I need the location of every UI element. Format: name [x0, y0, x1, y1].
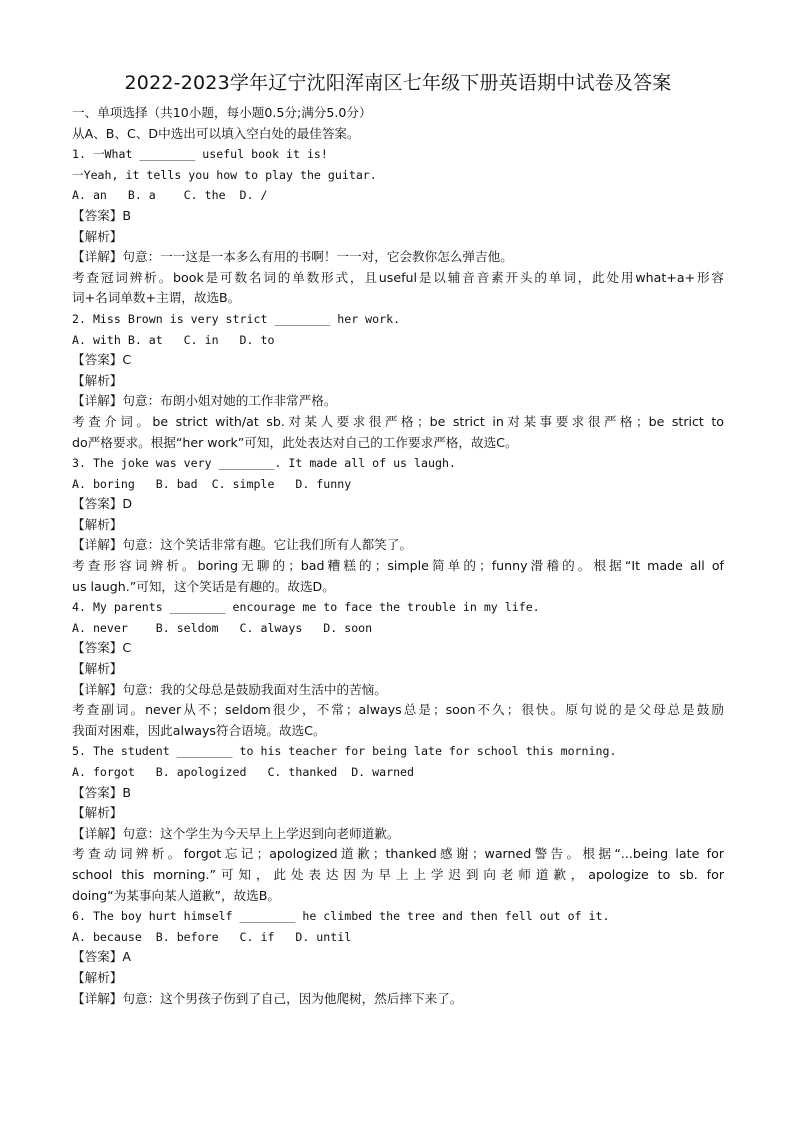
explanation-line: 词+名词单数+主谓，故选B。	[72, 290, 241, 306]
answer-value: C	[122, 352, 132, 368]
answer-label: 【答案】	[72, 496, 123, 512]
explanation-line: 考查形容词辨析。boring无聊的；bad糟糕的；simple简单的；funny滑稽的。根据“It made all of	[72, 558, 724, 574]
answer-label: 【答案】	[72, 640, 123, 656]
question-options: A. forgot B. apologized C. thanked D. warned	[72, 765, 415, 779]
detail-text: 句意：这个笑话非常有趣。它让我们所有人都笑了。	[122, 537, 413, 553]
question-options: A. boring B. bad C. simple D. funny	[72, 476, 352, 491]
answer-label: 【答案】	[72, 784, 123, 800]
analysis-label: 【解析】	[72, 805, 123, 821]
question-options: A. because B. before C. if D. until	[72, 929, 352, 944]
detail-label: 【详解】	[72, 825, 123, 841]
question-options: A. an B. a C. the D. /	[72, 188, 268, 203]
answer-line	[72, 783, 724, 804]
detail-line	[72, 535, 724, 556]
explanation-line: school this morning.”可知，此处表达因为早上上学迟到向老师道歉，apologize to sb. for	[72, 866, 724, 882]
detail-label: 【详解】	[72, 393, 123, 409]
explanation-line: 我面对困难，因此always符合语境。故选C。	[72, 722, 326, 738]
analysis-label: 【解析】	[72, 969, 123, 985]
question-stem: 4. My parents ________ encourage me to face the trouble in my life.	[72, 600, 540, 615]
question-stem: 1. 一What ________ useful book it is!	[72, 147, 328, 162]
analysis-label: 【解析】	[72, 372, 123, 388]
analysis-label: 【解析】	[72, 661, 123, 677]
detail-text: 句意：这个学生为今天早上上学迟到向老师道歉。	[122, 825, 400, 841]
section-heading: 一、单项选择（共10小题，每小题0.5分;满分5.0分）	[72, 105, 372, 120]
answer-value: B	[122, 207, 132, 223]
detail-line	[72, 391, 724, 412]
question-block	[72, 144, 724, 309]
question-block	[72, 741, 724, 906]
instruction: 从A、B、C、D中选出可以填入空白处的最佳答案。	[72, 125, 360, 141]
explanation-line: 考查副词。never从不；seldom很少，不常；always总是；soon不久；很快。原句说的是父母总是鼓励	[72, 702, 724, 718]
question-block	[72, 453, 724, 597]
answer-label: 【答案】	[72, 207, 123, 223]
detail-text: 句意：布朗小姐对她的工作非常严格。	[122, 393, 337, 409]
explanation-line: do严格要求。根据“her work”可知，此处表达对自己的工作要求严格，故选C。	[72, 434, 518, 450]
explanation-line: 考查介词。be strict with/at sb.对某人要求很严格；be strict in对某事要求很严格；be strict to	[72, 413, 724, 429]
analysis-label: 【解析】	[72, 516, 123, 532]
exam-page	[72, 68, 724, 1009]
detail-text: 句意：这个男孩子伤到了自己，因为他爬树，然后摔下来了。	[122, 990, 463, 1006]
question-stem: 2. Miss Brown is very strict ________ her work.	[72, 311, 401, 326]
answer-line	[72, 494, 724, 515]
question-stem: 3. The joke was very ________. It made all of us laugh.	[72, 456, 456, 471]
explanation-line: us laugh.”可知，这个笑话是有趣的。故选D。	[72, 578, 335, 594]
detail-label: 【详解】	[72, 990, 123, 1006]
question-stem: 6. The boy hurt himself ________ he climbed the tree and then fell out of it.	[72, 909, 610, 924]
detail-line	[72, 824, 724, 845]
question-block	[72, 309, 724, 453]
explanation-line: doing“为某事向某人道歉”，故选B。	[72, 887, 280, 903]
detail-line	[72, 680, 724, 701]
detail-text: 句意：我的父母总是鼓励我面对生活中的苦恼。	[122, 681, 387, 697]
answer-value: B	[122, 784, 132, 800]
answer-line	[72, 350, 724, 371]
explanation-line: 考查冠词辨析。book是可数名词的单数形式，且useful是以辅音音素开头的单词，此处用what+a+形容	[72, 269, 724, 285]
detail-label: 【详解】	[72, 681, 123, 697]
question-stem: 5. The student ________ to his teacher for being late for school this morning.	[72, 744, 617, 759]
analysis-label: 【解析】	[72, 228, 123, 244]
answer-value: C	[122, 640, 132, 656]
detail-label: 【详解】	[72, 249, 123, 265]
question-block	[72, 597, 724, 741]
answer-value: D	[122, 496, 133, 512]
question-stem-2: 一Yeah, it tells you how to play the guitar.	[72, 167, 377, 182]
answer-line	[72, 947, 724, 968]
question-options: A. never B. seldom C. always D. soon	[72, 620, 373, 635]
answer-line	[72, 206, 724, 227]
detail-label: 【详解】	[72, 537, 123, 553]
explanation-line: 考查动词辨析。forgot忘记；apologized道歉；thanked感谢；warned警告。根据“...being late for	[72, 846, 724, 862]
answer-label: 【答案】	[72, 949, 123, 965]
detail-text: 句意：一一这是一本多么有用的书啊！一一对，它会教你怎么弹吉他。	[122, 249, 513, 265]
answer-value: A	[122, 949, 131, 965]
answer-label: 【答案】	[72, 352, 123, 368]
question-options: A. with B. at C. in D. to	[72, 332, 275, 347]
page-title: 2022-2023学年辽宁沈阳浑南区七年级下册英语期中试卷及答案	[124, 72, 672, 94]
detail-line	[72, 989, 724, 1010]
detail-line	[72, 247, 724, 268]
question-block	[72, 906, 724, 1009]
answer-line	[72, 638, 724, 659]
